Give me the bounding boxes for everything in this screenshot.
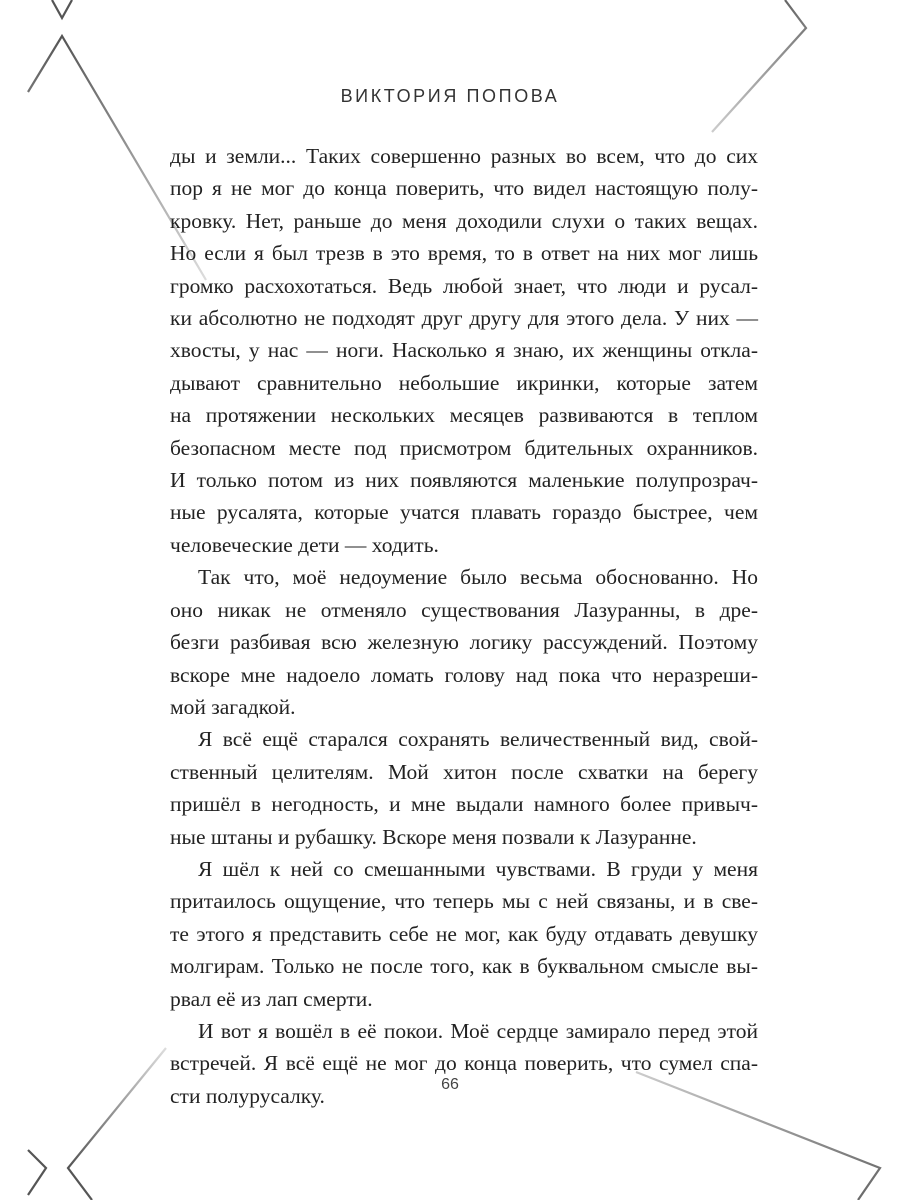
text-line: человеческие дети — ходить. (170, 532, 439, 557)
text-line: ственный целителям. Мой хитон после схватки на берегу (170, 759, 758, 784)
text-line: И только потом из них появляются маленькие полупрозрач- (170, 468, 758, 493)
main-text (170, 140, 758, 1112)
paragraph (170, 561, 758, 723)
top-right-triangle-icon (712, 0, 806, 132)
text-line: те этого я представить себе не мог, как буду отдавать девушку (170, 921, 758, 946)
text-line: кровку. Нет, раньше до меня доходили слухи о таких вещах. (170, 208, 758, 233)
text-line: безопасном месте под присмотром бдительных охранников. (170, 435, 758, 460)
text-line: Я шёл к ней со смешанными чувствами. В груди у меня (198, 856, 758, 881)
text-line: И вот я вошёл в её покои. Моё сердце замирало перед этой (198, 1018, 758, 1043)
paragraph (170, 723, 758, 853)
text-line: молгирам. Только не после того, как в буквальном смысле вы- (170, 954, 758, 979)
text-line: вскоре мне надоело ломать голову над пока что неразреши- (170, 662, 758, 687)
text-line: Так что, моё недоумение было весьма обоснованно. Но (198, 565, 758, 590)
text-line: пришёл в негодность, и мне выдали намного более привыч- (170, 792, 758, 817)
text-line: громко расхохотаться. Ведь любой знает, что люди и русал- (170, 273, 758, 298)
paragraph (170, 1015, 758, 1112)
bottom-left-triangle-icon (28, 1048, 166, 1200)
text-line: Но если я был трезв в это время, то в ответ на них мог лишь (170, 241, 758, 266)
text-line: ные штаны и рубашку. Вскоре меня позвали к Лазуранне. (170, 824, 697, 849)
text-line: на протяжении нескольких месяцев развиваются в теплом (170, 403, 758, 428)
text-line: пор я не мог до конца поверить, что видел настоящую полу- (170, 176, 758, 201)
paragraph (170, 853, 758, 1015)
text-line: хвосты, у нас — ноги. Насколько я знаю, их женщины откла- (170, 338, 758, 363)
text-line: сти полурусалку. (170, 1083, 325, 1108)
text-line: ки абсолютно не подходят друг другу для этого дела. У них — (170, 306, 758, 331)
text-line: Я всё ещё старался сохранять величественный вид, свой- (198, 727, 758, 752)
paragraph (170, 140, 758, 561)
running-header-author: ВИКТОРИЯ ПОПОВА (340, 86, 560, 106)
text-line: рвал её из лап смерти. (170, 986, 373, 1011)
text-line: встречей. Я всё ещё не мог до конца поверить, что сумел спа- (170, 1051, 758, 1076)
text-line: ные русалята, которые учатся плавать гораздо быстрее, чем (170, 500, 758, 525)
text-line: безги разбивая всю железную логику рассуждений. Поэтому (170, 630, 758, 655)
page-number: 66 (441, 1076, 459, 1093)
text-line: притаилось ощущение, что теперь мы с ней связаны, и в све- (170, 889, 758, 914)
text-line: оно никак не отменяло существования Лазуранны, в дре- (170, 597, 758, 622)
text-line: дывают сравнительно небольшие икринки, которые затем (170, 370, 758, 395)
text-line: ды и земли... Таких совершенно разных во всем, что до сих (170, 144, 758, 168)
text-line: мой загадкой. (170, 694, 296, 719)
